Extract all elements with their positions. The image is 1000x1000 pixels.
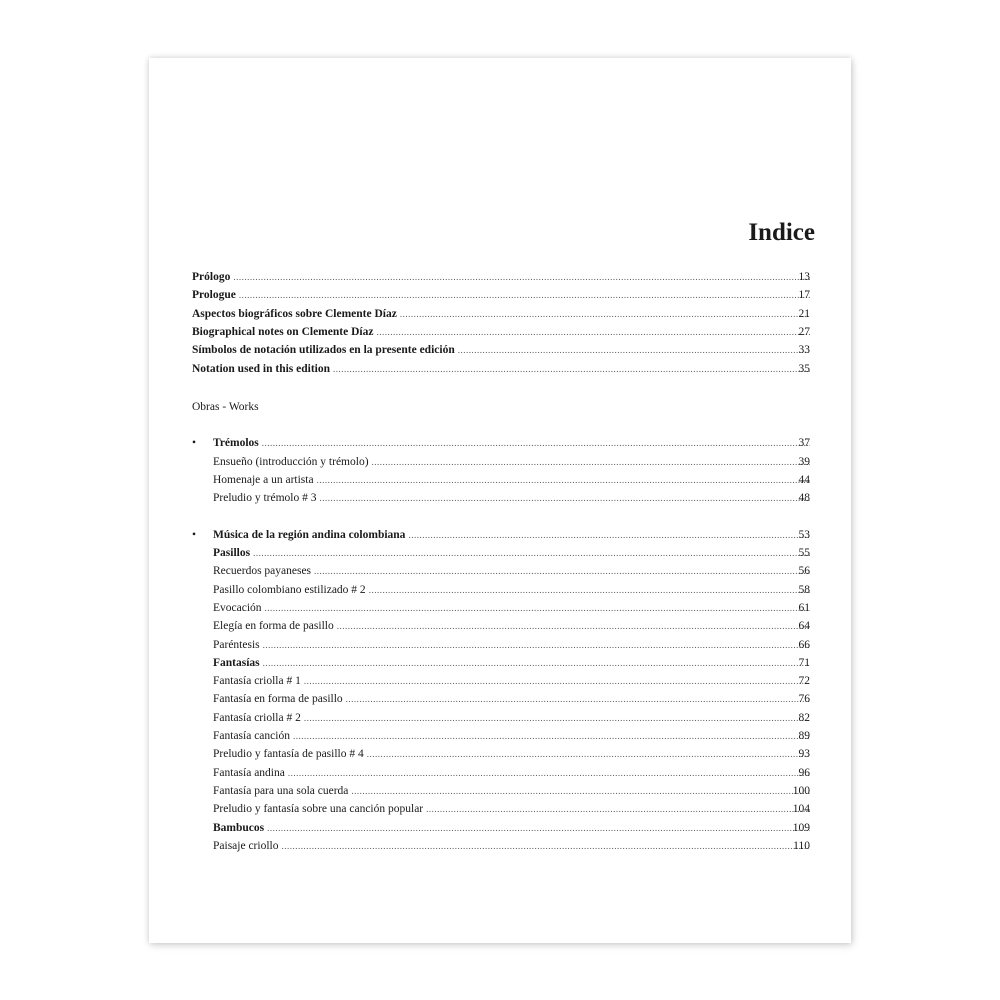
toc-entry <box>213 672 813 690</box>
toc-page-number: 58 <box>798 583 810 596</box>
toc-entry-title: Prólogo <box>192 271 231 283</box>
dot-leader <box>253 544 810 562</box>
toc-entry-title: Evocación <box>213 601 262 614</box>
toc-entry <box>213 617 813 635</box>
toc-page-number: 82 <box>798 711 810 724</box>
toc-entry <box>213 489 813 507</box>
toc-page-number: 21 <box>798 307 810 320</box>
dot-leader <box>346 690 810 708</box>
dot-leader <box>337 617 810 635</box>
toc-entry <box>213 800 813 818</box>
toc-entry <box>192 286 813 304</box>
toc-entry <box>192 360 813 378</box>
toc-entry <box>213 709 813 727</box>
toc-entry-title: Trémolos <box>213 437 259 449</box>
dot-leader <box>304 709 810 727</box>
dot-leader <box>369 581 810 599</box>
toc-entry-title: Pasillo colombiano estilizado # 2 <box>213 583 366 596</box>
toc-entry <box>213 690 813 708</box>
dot-leader <box>281 837 810 855</box>
toc-entry <box>192 341 813 359</box>
toc-entry-title: Biographical notes on Clemente Díaz <box>192 325 374 338</box>
dot-leader <box>267 819 810 837</box>
toc-page-number: 89 <box>798 730 810 742</box>
toc-entry <box>213 636 813 654</box>
toc-page-number: 48 <box>798 492 810 505</box>
toc-entry <box>213 544 813 562</box>
toc-entry <box>213 562 813 580</box>
dot-leader <box>317 471 810 489</box>
dot-leader <box>263 636 810 654</box>
toc-entry-title: Notation used in this edition <box>192 362 331 375</box>
toc-entry-title: Fantasía canción <box>213 730 290 742</box>
toc-entry-title: Prologue <box>192 289 236 302</box>
toc-entry <box>192 268 813 286</box>
page-title: Indice <box>748 219 815 246</box>
toc-page-number: 13 <box>798 271 810 283</box>
toc-page-number: 104 <box>792 803 810 816</box>
toc-page-number: 53 <box>798 529 810 541</box>
dot-leader <box>320 489 811 507</box>
bullet-icon: • <box>192 437 197 449</box>
toc-page-number: 66 <box>798 638 810 651</box>
dot-leader <box>293 727 810 745</box>
toc-entry <box>213 782 813 800</box>
toc-page-number: 64 <box>798 620 810 633</box>
dot-leader <box>304 672 810 690</box>
toc-entry-title: Fantasía para una sola cuerda <box>213 784 349 797</box>
toc-page-number: 17 <box>798 289 810 302</box>
toc-page-number: 72 <box>798 675 810 688</box>
toc-page-number: 76 <box>798 693 810 706</box>
toc-entry <box>213 764 813 782</box>
toc-entry <box>213 727 813 745</box>
toc-page-number: 27 <box>798 325 810 338</box>
toc-entry <box>213 434 813 452</box>
toc-page-number: 110 <box>793 839 810 852</box>
toc-entry-title: Recuerdos payaneses <box>213 565 312 578</box>
toc-page-number: 33 <box>798 344 810 357</box>
toc-entry-title: Pasillos <box>213 547 251 559</box>
toc-entry-title: Preludio y trémolo # 3 <box>213 492 317 505</box>
toc-entry-title: Música de la región andina colombiana <box>213 529 406 541</box>
toc-page-number: 100 <box>792 784 810 797</box>
toc-entry-title: Paréntesis <box>213 638 260 651</box>
toc-page-number: 56 <box>798 565 810 578</box>
toc-entry <box>213 745 813 763</box>
dot-leader <box>367 745 810 763</box>
document-page <box>149 58 851 943</box>
table-of-contents <box>149 58 851 943</box>
toc-page-number: 96 <box>798 766 810 779</box>
toc-entry <box>213 599 813 617</box>
toc-entry-title: Preludio y fantasía de pasillo # 4 <box>213 748 364 761</box>
toc-entry-title: Bambucos <box>213 821 265 834</box>
dot-leader <box>314 562 810 580</box>
toc-page-number: 93 <box>798 748 810 761</box>
toc-entry <box>213 453 813 471</box>
dot-leader <box>426 800 810 818</box>
toc-entry <box>213 654 813 672</box>
toc-entry-title: Homenaje a un artista <box>213 473 314 486</box>
toc-entry-title: Fantasía criolla # 2 <box>213 711 301 724</box>
toc-page-number: 39 <box>798 455 810 468</box>
toc-entry <box>213 581 813 599</box>
dot-leader <box>333 360 810 378</box>
toc-entry-title: Fantasía en forma de pasillo <box>213 693 343 706</box>
toc-page-number: 109 <box>792 821 810 834</box>
toc-entry-title: Aspectos biográficos sobre Clemente Díaz <box>192 307 397 320</box>
dot-leader <box>263 654 810 672</box>
toc-entry <box>213 526 813 544</box>
toc-entry <box>213 819 813 837</box>
toc-entry-title: Fantasía criolla # 1 <box>213 675 301 688</box>
toc-entry-title: Elegía en forma de pasillo <box>213 620 334 633</box>
toc-entry <box>213 471 813 489</box>
bullet-icon: • <box>192 529 197 541</box>
toc-page-number: 71 <box>798 656 810 669</box>
dot-leader <box>239 286 810 304</box>
dot-leader <box>376 323 810 341</box>
works-heading: Obras - Works <box>192 401 259 413</box>
toc-page-number: 55 <box>798 547 810 559</box>
dot-leader <box>233 268 810 286</box>
toc-page-number: 61 <box>798 601 810 614</box>
dot-leader <box>351 782 810 800</box>
toc-entry <box>213 837 813 855</box>
dot-leader <box>265 599 810 617</box>
toc-entry-title: Preludio y fantasía sobre una canción popular <box>213 803 424 816</box>
toc-entry <box>192 305 813 323</box>
toc-entry-title: Paisaje criollo <box>213 839 279 852</box>
toc-entry-title: Símbolos de notación utilizados en la presente edición <box>192 344 455 357</box>
dot-leader <box>288 764 810 782</box>
dot-leader <box>458 341 810 359</box>
dot-leader <box>262 434 810 452</box>
toc-page-number: 37 <box>798 437 810 449</box>
toc-page-number: 44 <box>798 473 810 486</box>
dot-leader <box>400 305 810 323</box>
dot-leader <box>408 526 810 544</box>
toc-entry-title: Fantasía andina <box>213 766 285 779</box>
dot-leader <box>372 453 810 471</box>
toc-entry-title: Fantasías <box>213 656 260 669</box>
toc-page-number: 35 <box>798 362 810 375</box>
toc-entry <box>192 323 813 341</box>
toc-entry-title: Ensueño (introducción y trémolo) <box>213 455 369 468</box>
